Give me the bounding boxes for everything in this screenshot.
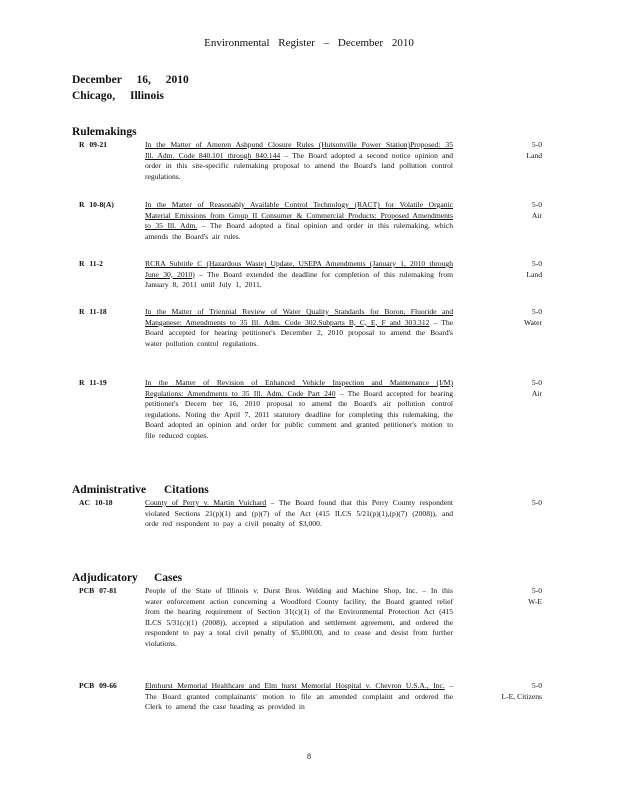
page-header: Environmental Register – December 2010 [204,37,414,49]
docket-number: R 09-21 [79,140,108,149]
case-title-link[interactable]: In the Matter of Revision of Enhanced Vehicle Inspection and Maintenance (I/M) Regulations: Amendments to 35 Ill. Adm. Code Part 240 [145,378,453,398]
vote-count: 5-0 [531,378,542,387]
media-type: W-E [528,596,542,606]
vote-media [500,259,542,280]
meeting-date: December 16, 2010 [72,74,189,86]
entry-body [145,681,453,713]
media-type: Air [531,210,542,220]
docket-number: PCB 07-81 [79,586,117,595]
vote-count: 5-0 [531,498,542,507]
section-heading-administrative: Administrative [72,484,147,496]
entry-text: – The Board accepted for hearing petitioner's Decem ber 16, 2010 proposal to amend the Board's air pollution control regulations. Noting the April 7, 2011 statutory deadline for completing this rulemaking, the Board adopted an opinion and order for public comment and granted petitioner's motion to file reduced copies. [145,388,453,440]
entry-text: – The Board accepted for hearing petitioner's December 2, 2010 proposal to amend the Board's water pollution control regulations. [145,317,453,348]
vote-count: 5-0 [531,586,542,595]
entry-body [145,307,453,349]
entry-text: – The Board extended the deadline for completion of this rulemaking from January 8, 2011 until July 1, 2011. [145,269,453,290]
vote-media [500,586,542,607]
vote-count: 5-0 [531,200,542,209]
docket-number: R 11-18 [79,307,107,316]
docket-number: R 11-19 [79,378,107,387]
media-type: Land [526,269,542,279]
entry-text: – The Board found that this Perry County respondent violated Sections 21(p)(1) and (p)(7) of the Act (415 ILCS 5/21(p)(1),(p)(7) (2008)), and orde red respondent to pay a civil penalty of $3,000. [145,498,453,529]
entry-body [145,140,453,182]
vote-media [500,681,542,702]
entry-text: People of the State of Illinois v. Durst Bros. Welding and Machine Shop, Inc. – In this water enforcement action concerning a Woodford County facility, the Board granted relief from the hearing requirement of Section 31(c)(1) of the Environmental Protection Act (415 ILCS 5/31(c)(1) (2008)), accepted a stipulation and settlement agreement, and ordered the respondent to pay a total civil penalty of $5,000.00, and to cease and desist from further violations. [145,586,453,648]
subsection-heading-citations: Citations [164,484,209,496]
vote-media [500,307,542,328]
section-heading-rulemakings: Rulemakings [72,126,137,138]
entry-text: – The Board adopted a final opinion and order in this rulemaking, which amends the Board's air rules. [145,221,453,241]
page-number: 8 [307,752,311,761]
entry-body [145,378,453,442]
entry-text: – The Board adopted a second notice opinion and order in this site-specific rulemaking proposal to amend the Board's land pollution control regulations. [145,150,454,181]
subsection-heading-cases: Cases [154,572,183,584]
case-title-link[interactable]: RCRA Subtitle C (Hazardous Waste) Update, USEPA Amendments (January 1, 2010 through June 30, 2010) [145,259,453,279]
vote-count: 5-0 [531,681,542,690]
media-type: Air [531,388,542,398]
case-title-link[interactable]: In the Matter of Reasonably Available Control Technology (RACT) for Volatile Organic Material Emissions from Group II Consumer & Commercial Products: Proposed Amendments to 35 Ill. Adm. [145,200,453,231]
vote-media [500,200,542,221]
entry-body [145,259,453,291]
vote-media [500,378,542,399]
vote-count: 5-0 [531,259,542,268]
section-heading-adjudicatory: Adjudicatory [72,572,138,584]
vote-media [500,140,542,161]
docket-number: R 11-2 [79,259,103,268]
meeting-place: Chicago, Illinois [72,90,164,102]
entry-body [145,586,453,650]
case-title-link[interactable]: Elmhurst Memorial Healthcare and Elm hurst Memorial Hospital v. Chevron U.S.A., Inc. [145,681,445,690]
docket-number: R 10-8(A) [79,200,114,209]
docket-number: PCB 09-66 [79,681,117,690]
vote-count: 5-0 [531,140,542,149]
case-title-link[interactable]: County of Perry v. Martin Vuichard [145,498,267,507]
entry-body [145,498,453,530]
docket-number: AC 10-18 [79,498,113,507]
case-title-link[interactable]: In the Matter of Ameren Ashpond Closure Rules (Hutsonville Power Station)Proposed: 35 Ill. Adm. Code 840.101 through 840.144 [145,140,453,160]
entry-text: – The Board granted complainants' motion to file an amended complaint and ordered the Clerk to amend the case heading as provided in [145,681,453,712]
media-type: Water [524,317,542,327]
entry-body [145,200,453,242]
media-type: Land [526,150,542,160]
case-title-link[interactable]: In the Matter of Triennial Review of Water Quality Standards for Boron, Fluoride and Manganese: Amendments to 35 Ill. Adm. Code 302.Subparts B, C, E, F and 303.312 [145,307,453,327]
media-type: L-E, Citizens [501,691,542,701]
vote-count: 5-0 [531,307,542,316]
vote-media [500,498,542,509]
